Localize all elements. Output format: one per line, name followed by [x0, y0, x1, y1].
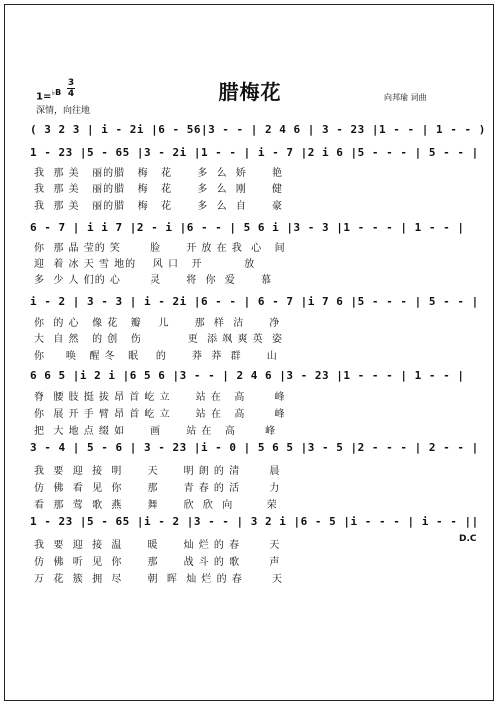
lyric-line: 你 那 晶 莹的 笑 脸 开 放 在 我 心 间: [34, 243, 286, 254]
lyric-line: 大 自 然 的 创 伤 更 添 飒 爽 英 姿: [34, 334, 284, 345]
lyric-line: 看 那 莺 歌 燕 舞 欣 欣 向 荣: [34, 500, 278, 511]
key-flat: ♭B: [51, 88, 62, 97]
key-label: 1=: [36, 91, 52, 103]
tempo-marking: 深情，向往地: [36, 106, 91, 116]
notation-line: 3 - 4 | 5 - 6 | 3 - 23 |i - 0 | 5 6 5 |3 - 5 |2 - - - | 2 - - |: [30, 441, 479, 454]
notation-line: 6 6 5 |i 2 i |6 5 6 |3 - - | 2 4 6 |3 - 23 |1 - - - | 1 - - |: [30, 369, 465, 382]
lyric-line: 你 的 心 像 花 瓣 儿 那 样 洁 净: [34, 318, 281, 329]
credits: 向邦瑜 词曲: [384, 93, 427, 102]
meter-top: 3: [67, 78, 75, 88]
lyric-line: 我 要 迎 接 明 天 明 朗 的 清 晨: [34, 466, 281, 477]
da-capo-marking: D.C: [459, 534, 477, 544]
time-signature: [67, 78, 75, 99]
notation-line: 1 - 23 |5 - 65 |i - 2 |3 - - | 3 2 i |6 - 5 |i - - - | i - - ||: [30, 515, 479, 528]
lyric-line: 我 那 美 丽的腊 梅 花 多 么 刚 健: [34, 184, 284, 195]
lyric-line: 你 展 开 手 臂 昂 首 屹 立 站 在 高 峰: [34, 409, 286, 420]
key-signature: [36, 88, 61, 102]
song-title: 腊梅花: [218, 80, 282, 104]
lyric-line: 仿 佛 听 见 你 那 战 斗 的 歌 声: [34, 557, 281, 568]
lyric-line: 把 大 地 点 缀 如 画 站 在 高 峰: [34, 426, 277, 437]
lyric-line: 仿 佛 看 见 你 那 青 春 的 活 力: [34, 483, 281, 494]
lyric-line: 万 花 簇 拥 尽 朝 晖 灿 烂 的 春 天: [34, 574, 284, 585]
lyric-line: 我 那 美 丽的腊 梅 花 多 么 娇 艳: [34, 168, 284, 179]
notation-line: i - 2 | 3 - 3 | i - 2i |6 - - | 6 - 7 |i 7 6 |5 - - - | 5 - - |: [30, 295, 479, 308]
lyric-line: 你 唤 醒 冬 眠 的 莽 莽 群 山: [34, 351, 278, 362]
lyric-line: 我 那 美 丽的腊 梅 花 多 么 自 豪: [34, 201, 284, 212]
meter-bottom: 4: [67, 89, 75, 99]
lyric-line: 脊 腰 肢 挺 拔 昂 首 屹 立 站 在 高 峰: [34, 392, 286, 403]
notation-line: ( 3 2 3 | i - 2i |6 - 56|3 - - | 2 4 6 | 3 - 23 |1 - - | 1 - - ): [30, 123, 486, 136]
lyric-line: 多 少 人 们的 心 灵 将 你 爱 慕: [34, 275, 273, 286]
lyric-line: 我 要 迎 接 温 暖 灿 烂 的 春 天: [34, 540, 281, 551]
notation-line: 1 - 23 |5 - 65 |3 - 2i |1 - - | i - 7 |2 i 6 |5 - - - | 5 - - |: [30, 146, 479, 159]
notation-line: 6 - 7 | i i 7 |2 - i |6 - - | 5 6 i |3 - 3 |1 - - - | 1 - - |: [30, 221, 465, 234]
lyric-line: 迎 着 冰 天 雪 地的 风 口 开 放: [34, 259, 256, 270]
